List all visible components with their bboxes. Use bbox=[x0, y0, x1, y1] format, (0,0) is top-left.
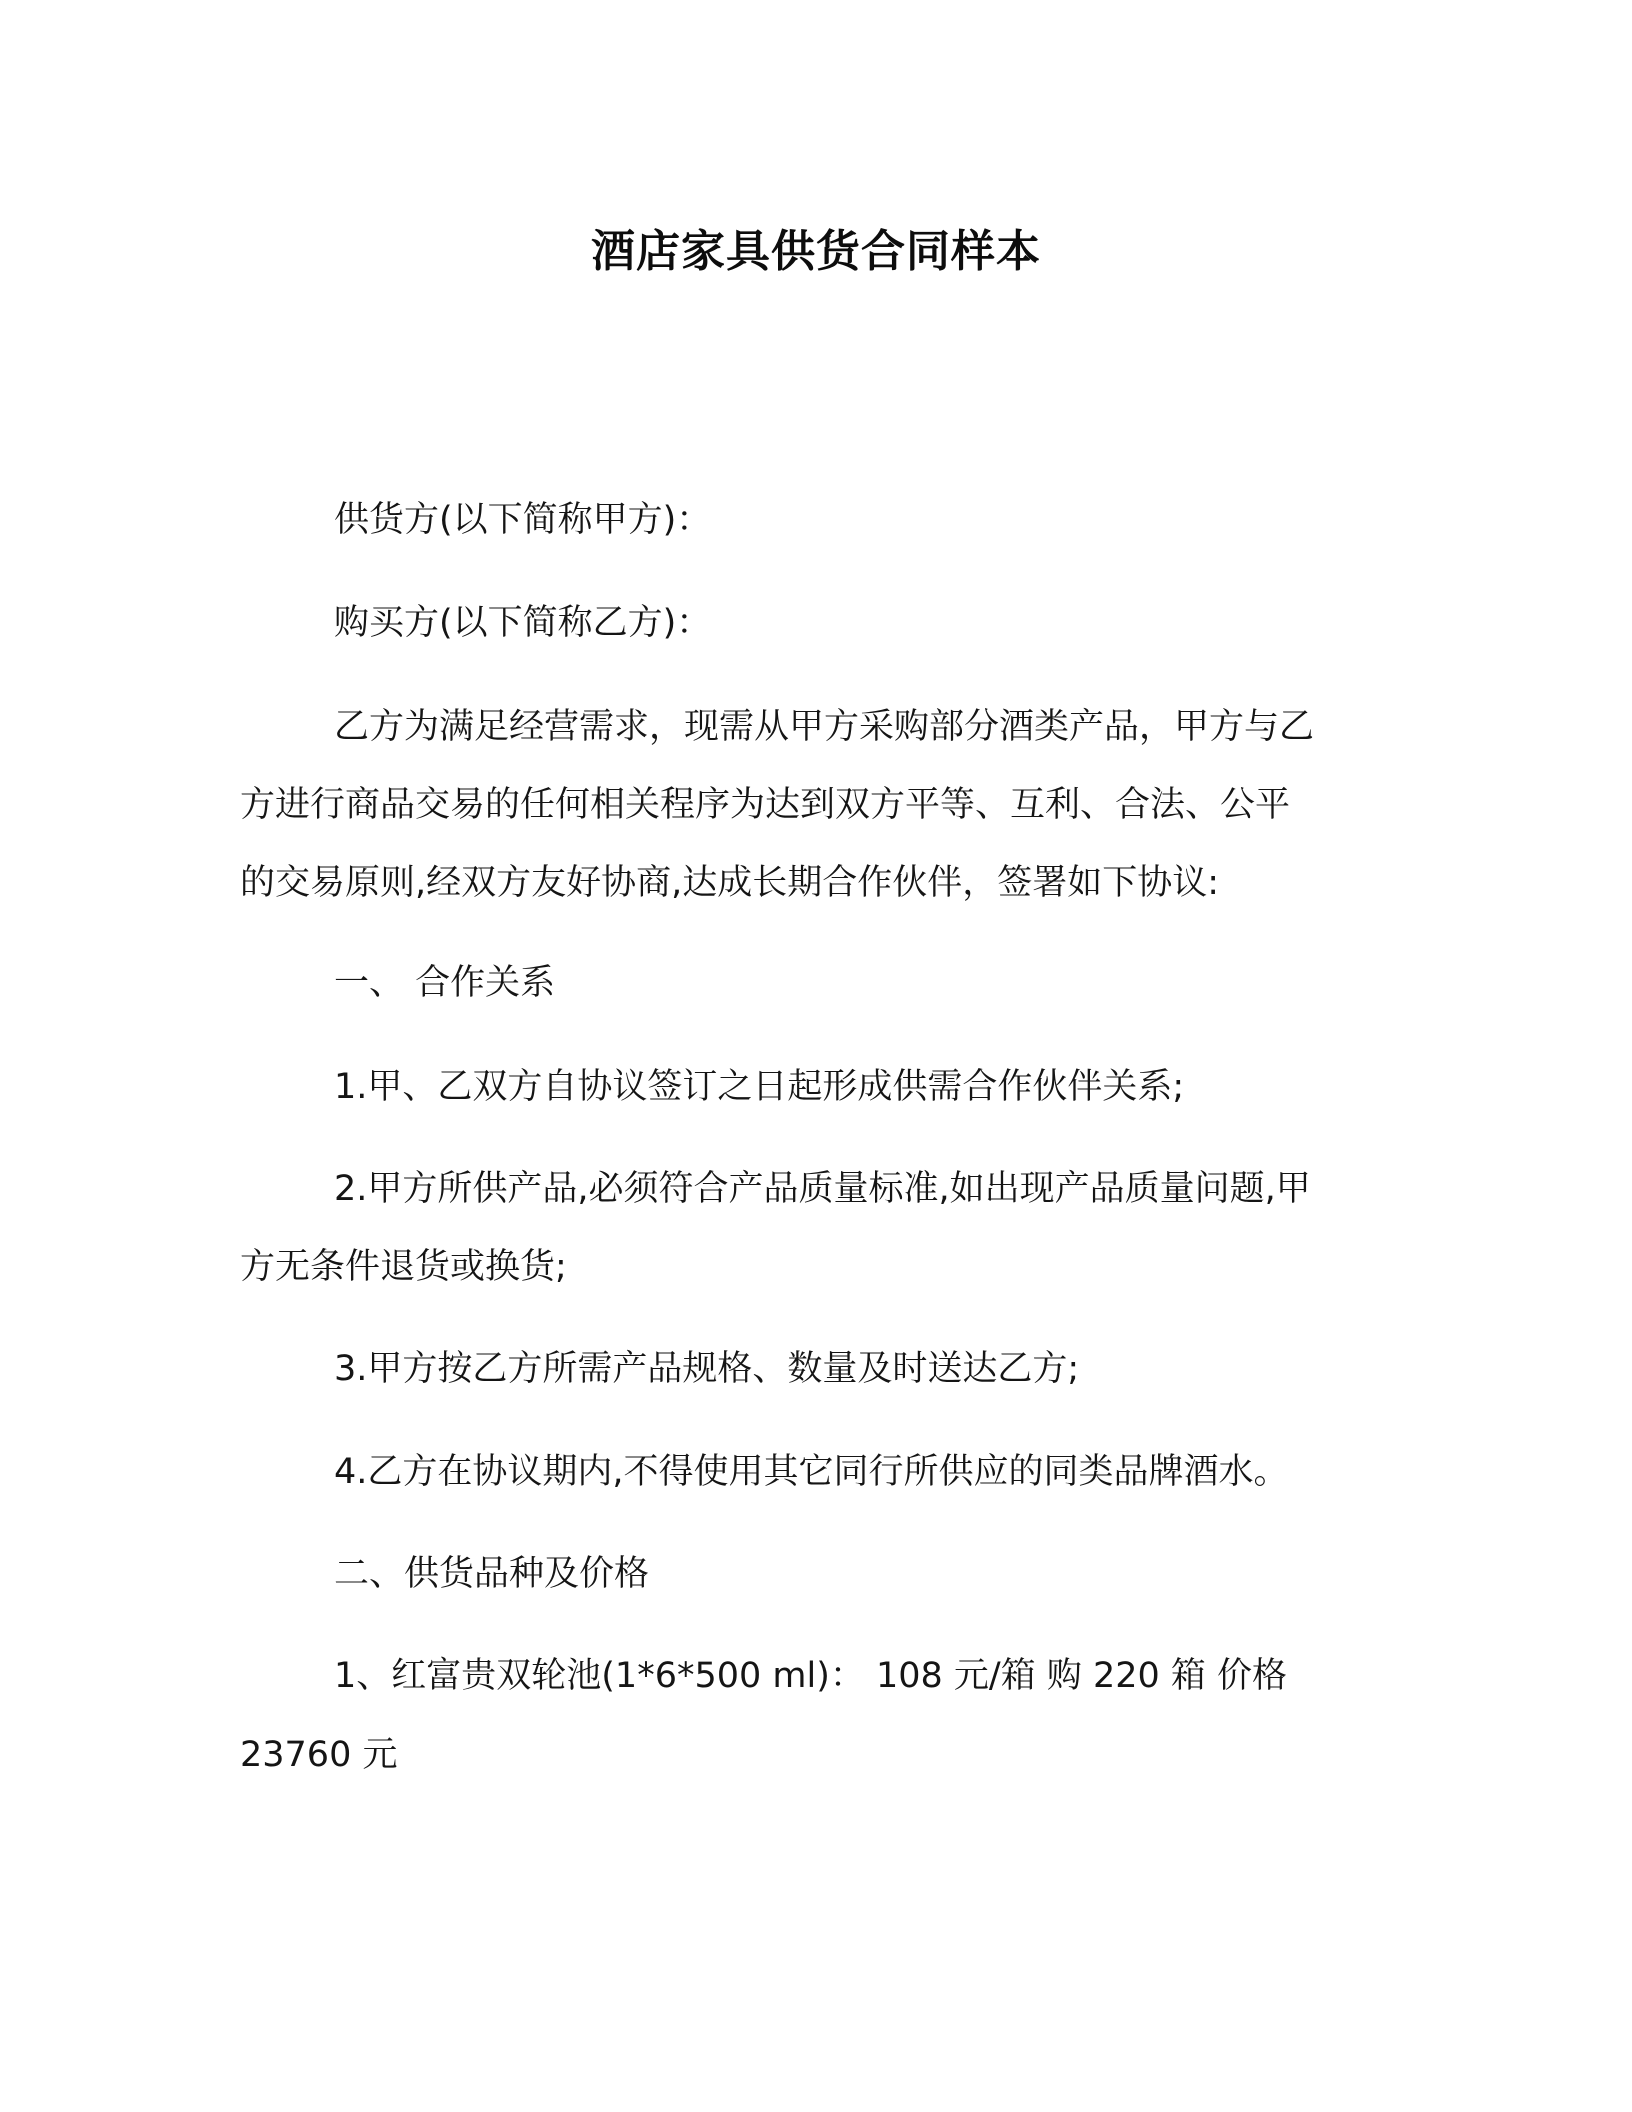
buyer-line: 购买方(以下简称乙方)： bbox=[334, 603, 712, 643]
clause-4: 4.乙方在协议期内,不得使用其它同行所供应的同类品牌酒水。 bbox=[334, 1452, 1289, 1492]
supplier-line: 供货方(以下简称甲方)： bbox=[334, 500, 712, 540]
clause-1: 1.甲、乙双方自协议签订之日起形成供需合作伙伴关系; bbox=[334, 1067, 1185, 1107]
clause-2-line-1: 2.甲方所供产品,必须符合产品质量标准,如出现产品质量问题,甲 bbox=[334, 1169, 1311, 1209]
section-heading-1: 一、 合作关系 bbox=[334, 963, 556, 1003]
document-title: 酒店家具供货合同样本 bbox=[591, 226, 1041, 277]
product-item-1-line-2: 23760 元 bbox=[240, 1735, 398, 1775]
product-item-1-line-1: 1、红富贵双轮池(1*6*500 ml)： 108 元/箱 购 220 箱 价格 bbox=[334, 1656, 1288, 1696]
intro-line-2: 方进行商品交易的任何相关程序为达到双方平等、互利、合法、公平 bbox=[240, 785, 1291, 825]
section-heading-2: 二、供货品种及价格 bbox=[334, 1554, 650, 1594]
clause-2-line-2: 方无条件退货或换货; bbox=[240, 1247, 567, 1287]
clause-3: 3.甲方按乙方所需产品规格、数量及时送达乙方; bbox=[334, 1349, 1080, 1389]
intro-line-3: 的交易原则,经双方友好协商,达成长期合作伙伴，签署如下协议: bbox=[240, 863, 1220, 903]
intro-line-1: 乙方为满足经营需求，现需从甲方采购部分酒类产品，甲方与乙 bbox=[334, 707, 1315, 747]
